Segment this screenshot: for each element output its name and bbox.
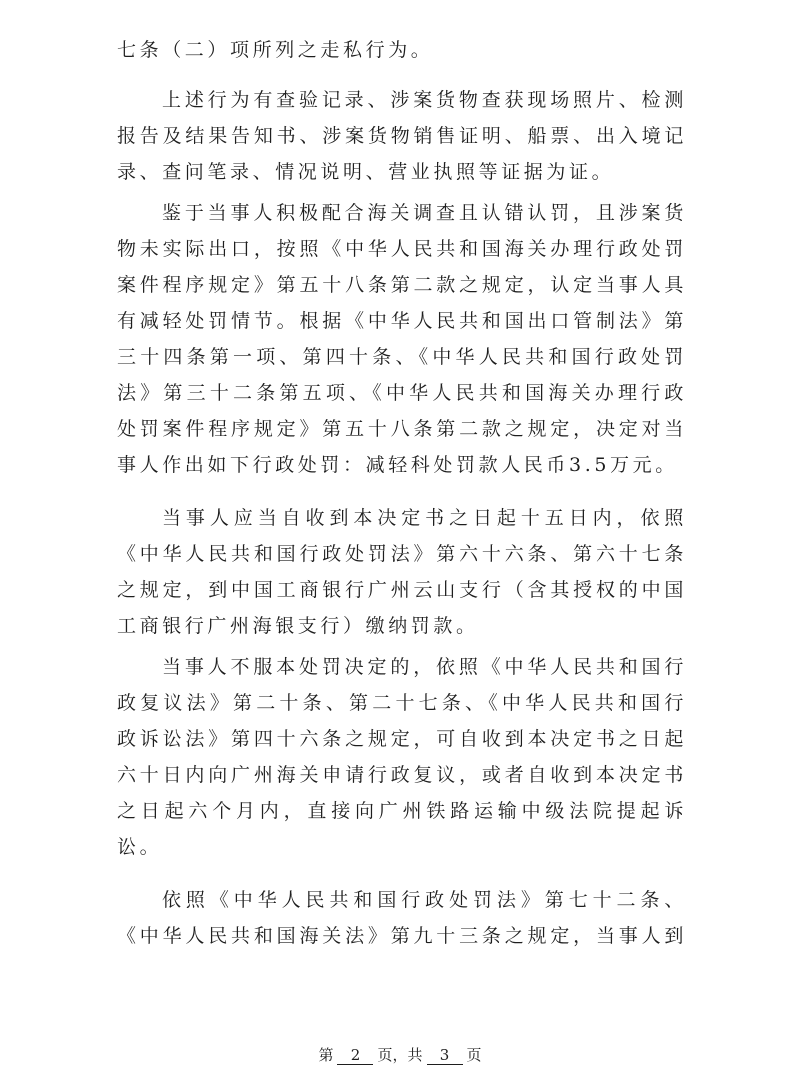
text-line: 有减轻处罚情节。根据《中华人民共和国出口管制法》第 — [117, 310, 687, 332]
text-line: 三十四条第一项、第四十条、《中华人民共和国行政处罚 — [117, 346, 687, 368]
text-line: 讼。 — [117, 836, 163, 858]
text-line: 录、查问笔录、情况说明、营业执照等证据为证。 — [117, 161, 615, 183]
footer-suffix: 页 — [466, 1046, 482, 1064]
current-page-number: 2 — [337, 1046, 373, 1065]
text-line: 报告及结果告知书、涉案货物销售证明、船票、出入境记 — [117, 125, 687, 147]
text-line: 《中华人民共和国海关法》第九十三条之规定，当事人到 — [117, 925, 687, 947]
text-line: 《中华人民共和国行政处罚法》第六十六条、第六十七条 — [117, 543, 687, 565]
text-line: 六十日内向广州海关申请行政复议，或者自收到本决定书 — [117, 764, 687, 786]
paragraph — [117, 32, 687, 68]
paragraph — [117, 649, 687, 865]
text-line: 法》第三十二条第五项、《中华人民共和国海关办理行政 — [117, 382, 687, 404]
text-line: 工商银行广州海银支行）缴纳罚款。 — [117, 615, 479, 637]
text-line: 政复议法》第二十条、第二十七条、《中华人民共和国行 — [117, 692, 687, 714]
text-line: 上述行为有查验记录、涉案货物查获现场照片、检测 — [162, 89, 687, 111]
text-line: 事人作出如下行政处罚：减轻科处罚款人民币3.5万元。 — [117, 454, 678, 476]
paragraph — [117, 882, 687, 954]
text-line: 鉴于当事人积极配合海关调查且认错认罚，且涉案货 — [162, 202, 687, 224]
document-body — [117, 0, 687, 954]
paragraph — [117, 195, 687, 483]
text-line: 当事人不服本处罚决定的，依照《中华人民共和国行 — [162, 656, 687, 678]
text-line: 依照《中华人民共和国行政处罚法》第七十二条、 — [162, 889, 687, 911]
text-line: 政诉讼法》第四十六条之规定，可自收到本决定书之日起 — [117, 728, 687, 750]
text-line: 之日起六个月内，直接向广州铁路运输中级法院提起诉 — [117, 800, 687, 822]
paragraph — [117, 82, 687, 190]
text-line: 之规定，到中国工商银行广州云山支行（含其授权的中国 — [117, 579, 687, 601]
text-line: 处罚案件程序规定》第五十八条第二款之规定，决定对当 — [117, 418, 687, 440]
text-line: 案件程序规定》第五十八条第二款之规定，认定当事人具 — [117, 274, 687, 296]
page-footer — [0, 1043, 800, 1067]
footer-prefix: 第 — [318, 1046, 334, 1064]
text-line: 当事人应当自收到本决定书之日起十五日内，依照 — [162, 507, 687, 529]
text-line: 七条（二）项所列之走私行为。 — [117, 39, 434, 61]
text-line: 物未实际出口，按照《中华人民共和国海关办理行政处罚 — [117, 238, 687, 260]
footer-middle: 页，共 — [377, 1046, 423, 1064]
total-pages-number: 3 — [427, 1046, 463, 1065]
paragraph — [117, 500, 687, 644]
